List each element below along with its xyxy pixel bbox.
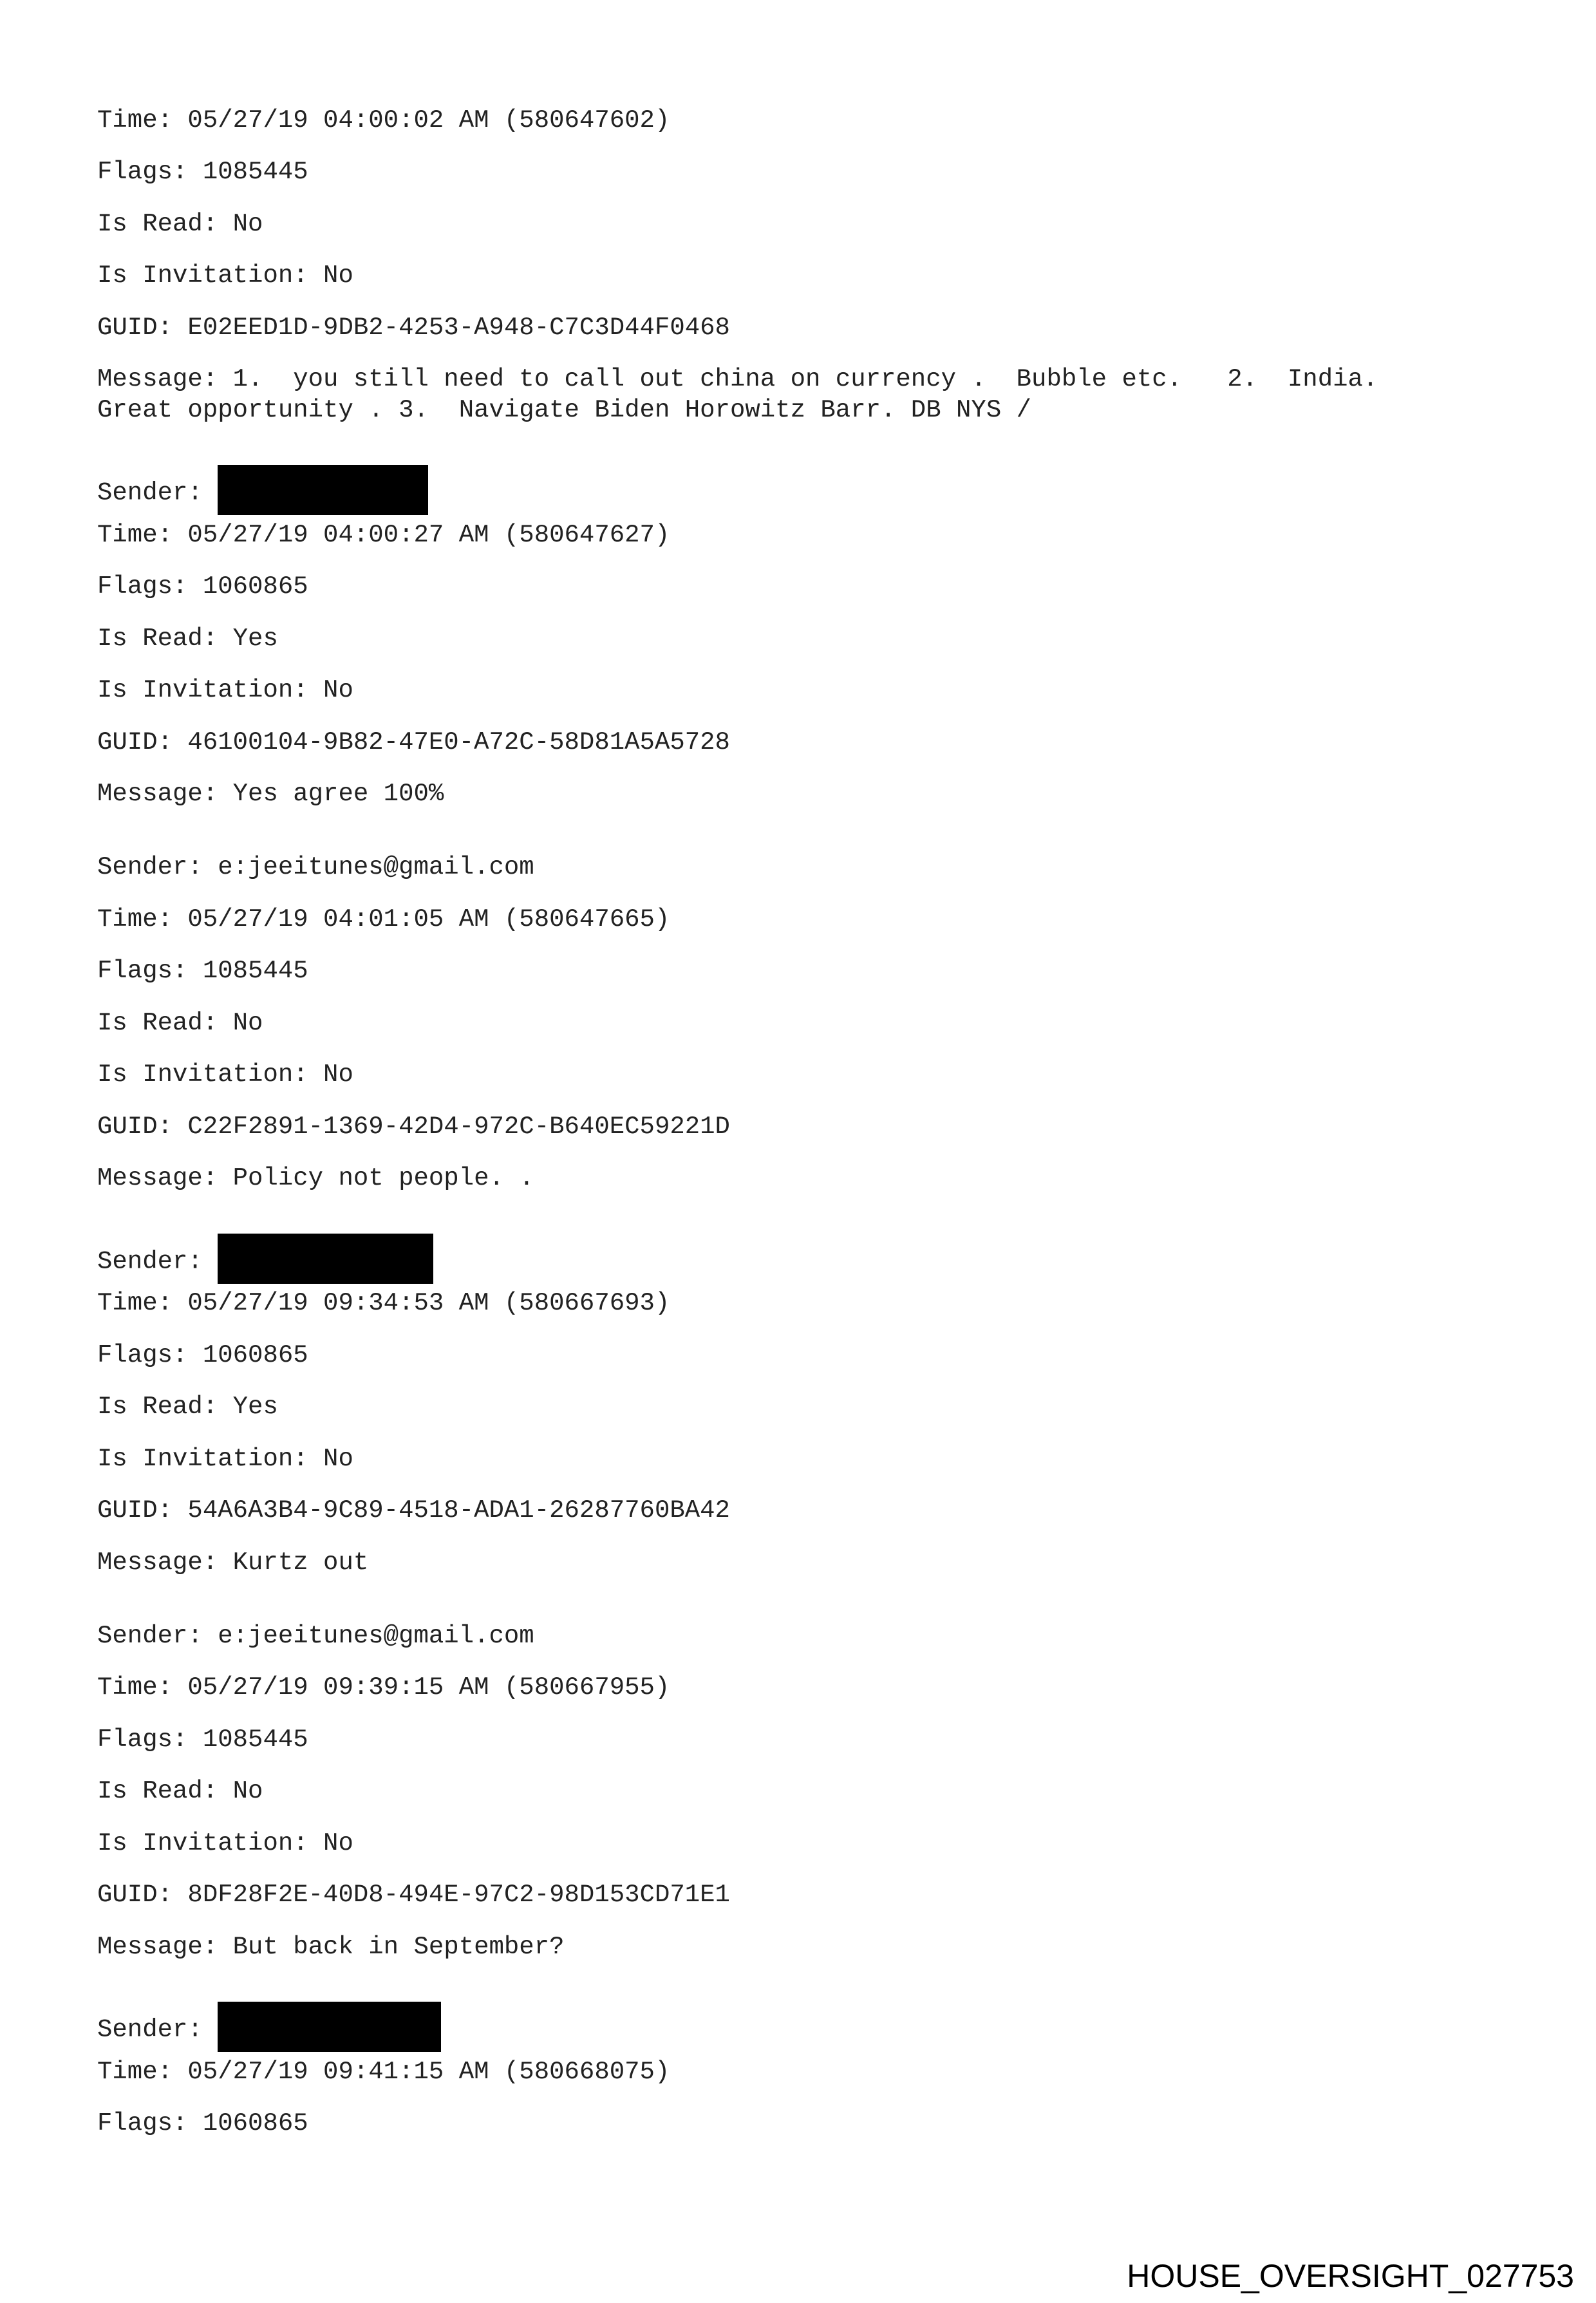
flags-line: Flags: 1085445 — [97, 957, 308, 985]
flags-line: Flags: 1085445 — [97, 158, 308, 186]
is-read-line: Is Read: No — [97, 1009, 263, 1037]
redaction-box — [218, 2002, 441, 2052]
guid-line: GUID: E02EED1D-9DB2-4253-A948-C7C3D44F0468 — [97, 314, 730, 342]
is-invitation-line: Is Invitation: No — [97, 1829, 353, 1857]
sender-line: Sender: e:jeeitunes@gmail.com — [97, 853, 534, 881]
sender-line — [97, 2004, 441, 2054]
guid-line: GUID: C22F2891-1369-42D4-972C-B640EC59221D — [97, 1113, 730, 1141]
message-line: Message: Kurtz out — [97, 1548, 369, 1577]
sender-line: Sender: e:jeeitunes@gmail.com — [97, 1622, 534, 1650]
sender-line — [97, 467, 428, 518]
guid-line: GUID: 46100104-9B82-47E0-A72C-58D81A5A5728 — [97, 728, 730, 757]
is-invitation-line: Is Invitation: No — [97, 1445, 353, 1473]
flags-line: Flags: 1085445 — [97, 1725, 308, 1754]
is-read-line: Is Read: No — [97, 210, 263, 238]
is-read-line: Is Read: Yes — [97, 1393, 278, 1421]
time-line: Time: 05/27/19 09:34:53 AM (580667693) — [97, 1289, 670, 1317]
sender-label: Sender: — [97, 478, 203, 507]
time-line: Time: 05/27/19 04:01:05 AM (580647665) — [97, 905, 670, 934]
time-line: Time: 05/27/19 04:00:02 AM (580647602) — [97, 106, 670, 135]
time-line: Time: 05/27/19 09:41:15 AM (580668075) — [97, 2058, 670, 2086]
flags-line: Flags: 1060865 — [97, 572, 308, 601]
time-line: Time: 05/27/19 04:00:27 AM (580647627) — [97, 521, 670, 549]
is-invitation-line: Is Invitation: No — [97, 261, 353, 290]
redaction-box — [218, 465, 428, 515]
is-read-line: Is Read: Yes — [97, 625, 278, 653]
time-line: Time: 05/27/19 09:39:15 AM (580667955) — [97, 1673, 670, 1702]
guid-line: GUID: 8DF28F2E-40D8-494E-97C2-98D153CD71E1 — [97, 1881, 730, 1909]
message-line-continued: Great opportunity . 3. Navigate Biden Horowitz Barr. DB NYS / — [97, 396, 1032, 424]
sender-label: Sender: — [97, 2015, 203, 2044]
message-line: Message: 1. you still need to call out china on currency . Bubble etc. 2. India. — [97, 365, 1378, 393]
is-invitation-line: Is Invitation: No — [97, 676, 353, 704]
is-read-line: Is Read: No — [97, 1777, 263, 1805]
flags-line: Flags: 1060865 — [97, 2109, 308, 2138]
flags-line: Flags: 1060865 — [97, 1341, 308, 1369]
guid-line: GUID: 54A6A3B4-9C89-4518-ADA1-26287760BA42 — [97, 1496, 730, 1525]
is-invitation-line: Is Invitation: No — [97, 1060, 353, 1089]
sender-label: Sender: — [97, 1247, 203, 1276]
sender-line — [97, 1236, 433, 1286]
bates-number: HOUSE_OVERSIGHT_027753 — [1127, 2258, 1574, 2294]
message-line: Message: But back in September? — [97, 1933, 565, 1961]
message-line: Message: Yes agree 100% — [97, 780, 444, 808]
message-line: Message: Policy not people. . — [97, 1164, 534, 1192]
redaction-box — [218, 1234, 433, 1284]
